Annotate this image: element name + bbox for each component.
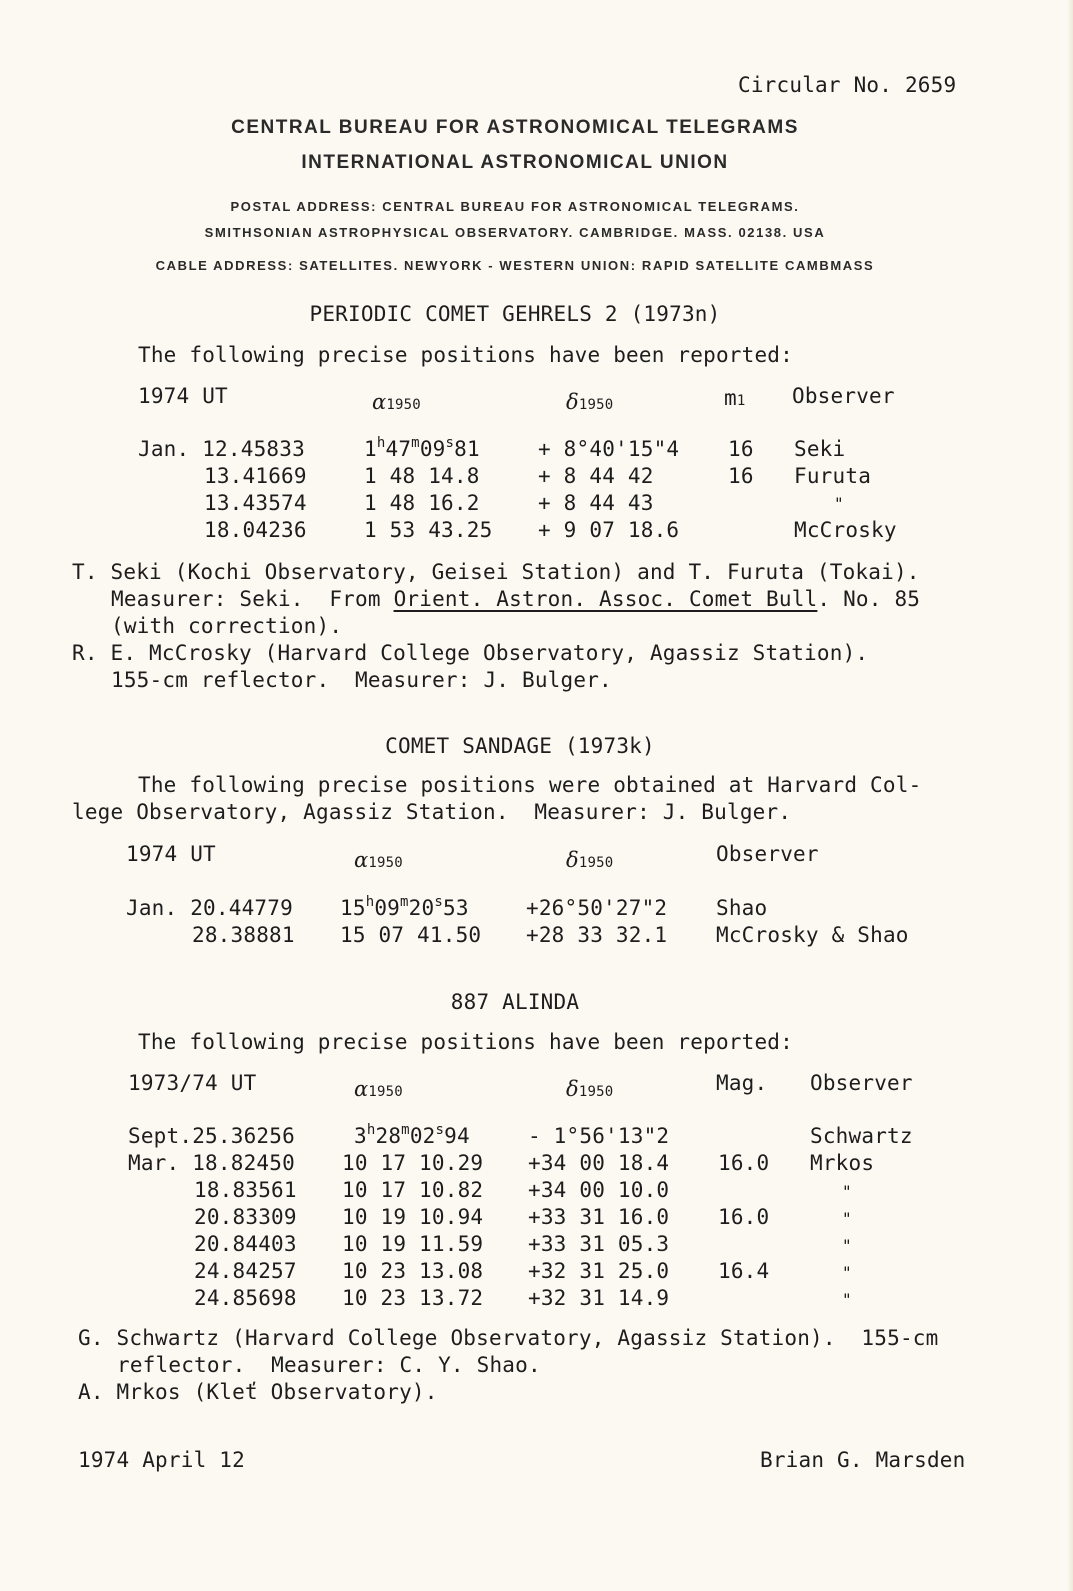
postal-address-2: SMITHSONIAN ASTROPHYSICAL OBSERVATORY. CAMBRIDGE. MASS. 02138. USA xyxy=(204,225,826,240)
signature: Brian G. Marsden xyxy=(760,1448,966,1472)
row-dec: + 8 44 43 xyxy=(538,491,654,515)
row-ra: 10 17 10.29 xyxy=(342,1151,484,1175)
row-dec: + 8°40'15"4 xyxy=(538,437,680,461)
alinda-col-observer: Observer xyxy=(810,1071,913,1095)
row-date: Jan. 20.44779 xyxy=(126,896,293,920)
row-ra: 1 48 14.8 xyxy=(364,464,480,488)
row-dec: +34 00 10.0 xyxy=(528,1178,670,1202)
row-observer: Schwartz xyxy=(810,1124,913,1148)
row-observer: Mrkos xyxy=(810,1151,875,1175)
gehrels-col-mag: m1 xyxy=(724,386,746,410)
row-date: 13.43574 xyxy=(204,491,307,515)
row-date: 18.04236 xyxy=(204,518,307,542)
row-observer: Furuta xyxy=(794,464,872,488)
row-date: 20.84403 xyxy=(194,1232,297,1256)
row-dec: - 1°56'13"2 xyxy=(528,1124,670,1148)
row-dec: +32 31 14.9 xyxy=(528,1286,670,1310)
gehrels-note-1a: T. Seki (Kochi Observatory, Geisei Station) and T. Furuta (Tokai). xyxy=(72,560,920,584)
alinda-intro: The following precise positions have been reported: xyxy=(138,1030,793,1054)
row-dec: + 9 07 18.6 xyxy=(538,518,680,542)
gehrels-note-1b: Measurer: Seki. From Orient. Astron. Assoc. Comet Bull. No. 85 xyxy=(111,587,921,611)
gehrels-note-1c: (with correction). xyxy=(111,614,343,638)
row-mag: 16 xyxy=(728,464,754,488)
row-ra: 15 07 41.50 xyxy=(340,923,482,947)
alinda-col-delta: δ1950 xyxy=(566,1077,614,1101)
section-title-sandage: COMET SANDAGE (1973k) xyxy=(385,734,655,758)
row-ra: 15$^h$09$^m$20$^s$53 xyxy=(340,894,469,920)
row-observer: " xyxy=(842,1263,852,1282)
row-date: 18.83561 xyxy=(194,1178,297,1202)
row-date: Jan. 12.45833 xyxy=(138,437,305,461)
row-ra: 1 53 43.25 xyxy=(364,518,493,542)
row-date: 20.83309 xyxy=(194,1205,297,1229)
row-dec: +34 00 18.4 xyxy=(528,1151,670,1175)
alinda-note-1a: G. Schwartz (Harvard College Observatory, Agassiz Station). 155-cm xyxy=(78,1326,939,1350)
row-observer: Shao xyxy=(716,896,768,920)
circular-number: Circular No. 2659 xyxy=(738,73,957,97)
sandage-col-observer: Observer xyxy=(716,842,819,866)
sandage-col-alpha: α1950 xyxy=(354,848,403,872)
gehrels-note-2a: R. E. McCrosky (Harvard College Observatory, Agassiz Station). xyxy=(72,641,869,665)
union-title: INTERNATIONAL ASTRONOMICAL UNION xyxy=(301,152,729,173)
page-edge xyxy=(1067,0,1073,1591)
alinda-note-1b: reflector. Measurer: C. Y. Shao. xyxy=(117,1353,541,1377)
row-observer: Seki xyxy=(794,437,846,461)
gehrels-col-time: 1974 UT xyxy=(138,384,228,408)
alinda-col-alpha: α1950 xyxy=(354,1077,403,1101)
row-ra: 3$^h$28$^m$02$^s$94 xyxy=(354,1122,470,1148)
section-title-alinda: 887 ALINDA xyxy=(450,990,580,1014)
row-dec: +33 31 05.3 xyxy=(528,1232,670,1256)
row-observer: McCrosky xyxy=(794,518,897,542)
row-date: Sept.25.36256 xyxy=(128,1124,295,1148)
sandage-intro-2: lege Observatory, Agassiz Station. Measurer: J. Bulger. xyxy=(72,800,792,824)
row-mag: 16.0 xyxy=(718,1205,770,1229)
row-dec: + 8 44 42 xyxy=(538,464,654,488)
row-mag: 16.4 xyxy=(718,1259,770,1283)
row-dec: +26°50'27"2 xyxy=(526,896,668,920)
gehrels-intro: The following precise positions have been reported: xyxy=(138,343,793,367)
issue-date: 1974 April 12 xyxy=(78,1448,245,1472)
postal-address-1: POSTAL ADDRESS: CENTRAL BUREAU FOR ASTRONOMICAL TELEGRAMS. xyxy=(230,199,800,214)
row-observer: " xyxy=(834,494,844,513)
row-date: Mar. 18.82450 xyxy=(128,1151,295,1175)
row-mag: 16.0 xyxy=(718,1151,770,1175)
row-ra: 10 23 13.08 xyxy=(342,1259,484,1283)
bulletin-reference: Orient. Astron. Assoc. Comet Bull xyxy=(393,587,818,611)
row-ra: 10 19 10.94 xyxy=(342,1205,484,1229)
alinda-note-2: A. Mrkos (Kleť Observatory). xyxy=(78,1380,438,1404)
row-date: 24.85698 xyxy=(194,1286,297,1310)
row-ra: 10 17 10.82 xyxy=(342,1178,484,1202)
row-dec: +32 31 25.0 xyxy=(528,1259,670,1283)
row-date: 24.84257 xyxy=(194,1259,297,1283)
gehrels-col-alpha: α1950 xyxy=(372,390,421,414)
row-observer: McCrosky & Shao xyxy=(716,923,909,947)
gehrels-note-2b: 155-cm reflector. Measurer: J. Bulger. xyxy=(111,668,612,692)
row-dec: +28 33 32.1 xyxy=(526,923,668,947)
row-ra: 1$^h$47$^m$09$^s$81 xyxy=(364,435,480,461)
row-date: 13.41669 xyxy=(204,464,307,488)
row-observer: " xyxy=(842,1290,852,1309)
section-title-gehrels: PERIODIC COMET GEHRELS 2 (1973n) xyxy=(309,302,721,326)
row-observer: " xyxy=(842,1236,852,1255)
gehrels-col-observer: Observer xyxy=(792,384,895,408)
row-mag: 16 xyxy=(728,437,754,461)
sandage-col-delta: δ1950 xyxy=(566,848,614,872)
cable-address: CABLE ADDRESS: SATELLITES. NEWYORK - WESTERN UNION: RAPID SATELLITE CAMBMASS xyxy=(155,258,875,273)
alinda-col-mag: Mag. xyxy=(716,1071,768,1095)
bureau-title: CENTRAL BUREAU FOR ASTRONOMICAL TELEGRAMS xyxy=(231,117,799,138)
alinda-col-time: 1973/74 UT xyxy=(128,1071,257,1095)
gehrels-col-delta: δ1950 xyxy=(566,390,614,414)
row-ra: 1 48 16.2 xyxy=(364,491,480,515)
row-observer: " xyxy=(842,1182,852,1201)
row-observer: " xyxy=(842,1209,852,1228)
row-dec: +33 31 16.0 xyxy=(528,1205,670,1229)
sandage-col-time: 1974 UT xyxy=(126,842,216,866)
row-date: 28.38881 xyxy=(192,923,295,947)
row-ra: 10 23 13.72 xyxy=(342,1286,484,1310)
sandage-intro-1: The following precise positions were obtained at Harvard Col- xyxy=(138,773,922,797)
row-ra: 10 19 11.59 xyxy=(342,1232,484,1256)
